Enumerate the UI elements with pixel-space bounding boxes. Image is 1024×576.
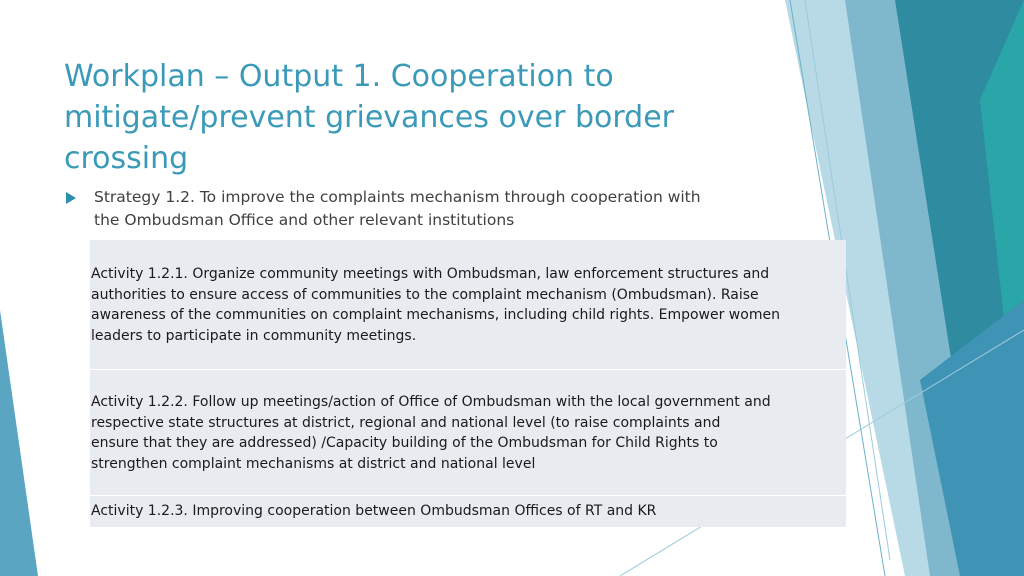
left-bottom-shape [0,310,38,576]
activity-cell [90,264,846,346]
strategy-line: the Ombudsman Office and other relevant institutions [94,211,515,229]
strategy-bullet [64,186,784,232]
activity-line: Activity 1.2.2. Follow up meetings/action of Office of Ombudsman with the local government and [91,394,771,410]
activity-line: authorities to ensure access of communities to the complaint mechanism (Ombudsman). Raise [91,286,759,303]
activity-line: strengthen complaint mechanisms at district and national level [91,455,536,472]
bullet-arrow-icon [66,192,76,204]
table-row [90,240,846,370]
title-line: Workplan – Output 1. Cooperation to [64,59,614,94]
table-row [90,496,846,527]
activity-cell [90,392,846,474]
slide-title [64,56,764,179]
activity-line: awareness of the communities on complaint mechanisms, including child rights. Empower women [91,307,780,323]
activity-cell [90,501,846,522]
strategy-line: Strategy 1.2. To improve the complaints mechanism through cooperation with [94,188,701,206]
activity-line: Activity 1.2.1. Organize community meetings with Ombudsman, law enforcement structures and [91,266,770,282]
title-line: crossing [64,141,189,176]
title-line: mitigate/prevent grievances over border [64,100,675,135]
strategy-text [94,186,784,232]
activity-line: Activity 1.2.3. Improving cooperation between Ombudsman Offices of RT and KR [91,503,657,519]
activities-table [90,240,846,527]
activity-line: leaders to participate in community meetings. [91,327,417,344]
activity-line: ensure that they are addressed) /Capacity building of the Ombudsman for Child Rights to [91,435,718,451]
activity-line: respective state structures at district, regional and national level (to raise complaints and [91,414,721,431]
table-row [90,370,846,496]
